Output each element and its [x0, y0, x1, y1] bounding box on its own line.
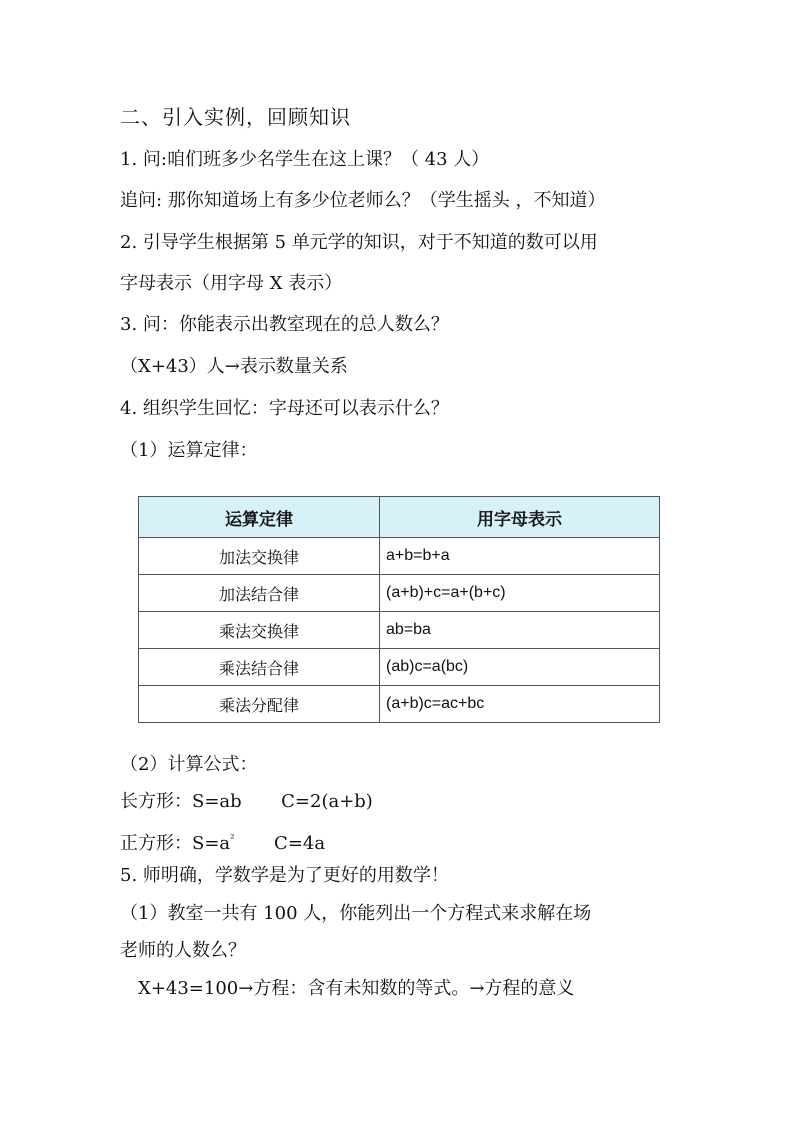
table-row [139, 686, 660, 723]
paragraph-line-8: （1）运算定律： [120, 440, 258, 461]
table-row [139, 575, 660, 612]
table-header-law: 运算定律 [139, 497, 380, 538]
paragraph-line-6: （X+43）人→表示数量关系 [120, 356, 348, 377]
paragraph-line-9: （2）计算公式： [120, 754, 258, 775]
rectangle-perimeter-formula: C=2(a+b) [281, 791, 373, 812]
table-cell-formula: ab=ba [380, 612, 660, 649]
paragraph-line-7: 4. 组织学生回忆：字母还可以表示什么？ [120, 398, 449, 419]
table-cell-law: 乘法交换律 [139, 612, 380, 649]
rectangle-area-formula: 长方形：S=ab [120, 791, 242, 812]
paragraph-line-2: 追问: 那你知道场上有多少位老师么？（学生摇头 ，不知道） [120, 190, 606, 211]
paragraph-line-10 [120, 790, 373, 814]
section-title: 二、引入实例，回顾知识 [120, 105, 351, 129]
table-cell-formula: a+b=b+a [380, 538, 660, 575]
table-cell-formula: (a+b)c=ac+bc [380, 686, 660, 723]
operation-laws-table-wrap [138, 496, 660, 723]
square-area-formula: 正方形：S=a [120, 833, 231, 854]
paragraph-line-3: 2. 引导学生根据第 5 单元学的知识，对于不知道的数可以用 [120, 232, 598, 253]
table-header-row [139, 497, 660, 538]
table-cell-law: 乘法结合律 [139, 649, 380, 686]
paragraph-line-11 [120, 827, 325, 856]
paragraph-line-15: X+43=100→方程：含有未知数的等式。→方程的意义 [138, 978, 575, 999]
paragraph-line-14: 老师的人数么？ [120, 940, 246, 961]
table-row [139, 649, 660, 686]
paragraph-line-5: 3. 问：你能表示出教室现在的总人数么？ [120, 314, 449, 335]
square-perimeter-formula: C=4a [274, 833, 326, 854]
paragraph-line-12: 5. 师明确，学数学是为了更好的用数学！ [120, 865, 449, 886]
table-row [139, 538, 660, 575]
operation-laws-table [138, 496, 660, 723]
table-cell-formula: (a+b)+c=a+(b+c) [380, 575, 660, 612]
paragraph-line-1: 1. 问:咱们班多少名学生在这上课？（ 43 人） [120, 149, 490, 170]
table-cell-formula: (ab)c=a(bc) [380, 649, 660, 686]
paragraph-line-4: 字母表示（用字母 X 表示） [120, 273, 343, 294]
table-cell-law: 加法结合律 [139, 575, 380, 612]
table-cell-law: 乘法分配律 [139, 686, 380, 723]
table-header-letters: 用字母表示 [380, 497, 660, 538]
table-row [139, 612, 660, 649]
square-exponent: ² [230, 832, 235, 845]
paragraph-line-13: （1）教室一共有 100 人，你能列出一个方程式来求解在场 [120, 903, 592, 924]
table-cell-law: 加法交换律 [139, 538, 380, 575]
